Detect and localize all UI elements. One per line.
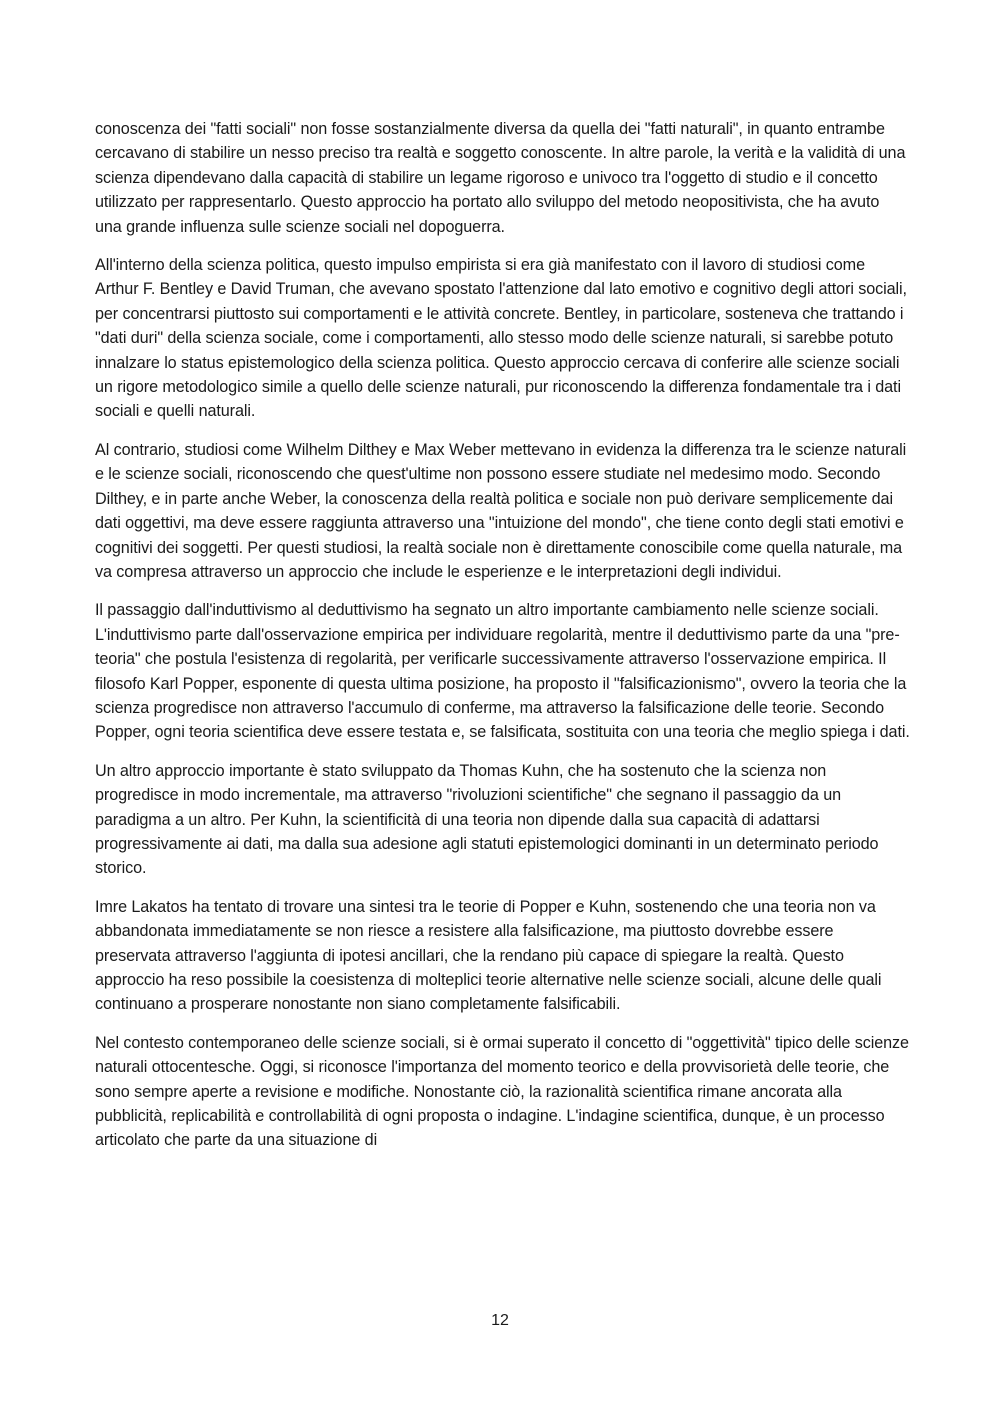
paragraph-4: Il passaggio dall'induttivismo al deduttivismo ha segnato un altro importante cambiamento nelle scienze sociali. L'induttivismo parte dall'osservazione empirica per individuare regolarità, mentre il deduttivismo parte da una "pre-teoria" che postula l'esistenza di regolarità, per verificarle successivamente attraverso l'osservazione empirica. Il filosofo Karl Popper, esponente di questa ultima posizione, ha proposto il "falsificazionismo", ovvero la teoria che la scienza progredisce non attraverso l'accumulo di conferme, ma attraverso la falsificazione delle teorie. Secondo Popper, ogni teoria scientifica deve essere testata e, se falsificata, sostituita con una teoria che meglio spiega i dati.	[95, 601, 910, 742]
page-body	[95, 117, 910, 1167]
paragraph-1: conoscenza dei "fatti sociali" non fosse sostanzialmente diversa da quella dei "fatti naturali", in quanto entrambe cercavano di stabilire un nesso preciso tra realtà e soggetto conoscente. In altre parole, la verità e la validità di una scienza dipendevano dalla capacità di stabilire un legame rigoroso e univoco tra l'oggetto di studio e il concetto utilizzato per rappresentarlo. Questo approccio ha portato allo sviluppo del metodo neopositivista, che ha avuto una grande influenza sulle scienze sociali nel dopoguerra.	[95, 120, 906, 236]
paragraph-3: Al contrario, studiosi come Wilhelm Dilthey e Max Weber mettevano in evidenza la differenza tra le scienze naturali e le scienze sociali, riconoscendo che quest'ultime non possono essere studiate nel medesimo modo. Secondo Dilthey, e in parte anche Weber, la conoscenza della realtà politica e sociale non può derivare semplicemente dai dati oggettivi, ma deve essere raggiunta attraverso una "intuizione del mondo", che tiene conto degli stati emotivi e cognitivi dei soggetti. Per questi studiosi, la realtà sociale non è direttamente conoscibile come quella naturale, ma va compresa attraverso un approccio che include le esperienze e le interpretazioni degli individui.	[95, 440, 907, 581]
paragraph-6: Imre Lakatos ha tentato di trovare una sintesi tra le teorie di Popper e Kuhn, sostenendo che una teoria non va abbandonata immediatamente se non riesce a resistere alla falsificazione, ma piuttosto dovrebbe essere preservata attraverso l'aggiunta di ipotesi ancillari, che la rendano più capace di spiegare la realtà. Questo approccio ha reso possibile la coesistenza di molteplici teorie alternative nelle scienze sociali, alcune delle quali continuano a prosperare nonostante non siano completamente falsificabili.	[95, 897, 882, 1014]
paragraph-2: All'interno della scienza politica, questo impulso empirista si era già manifestato con il lavoro di studiosi come Arthur F. Bentley e David Truman, che avevano spostato l'attenzione dal lato emotivo e cognitivo degli attori sociali, per concentrarsi piuttosto sui comportamenti e le attività concrete. Bentley, in particolare, sosteneva che trattando i "dati duri" della scienza sociale, come i comportamenti, allo stesso modo delle scienze naturali, si sarebbe potuto innalzare lo status epistemologico della scienza politica. Questo approccio cercava di conferire alle scienze sociali un rigore metodologico simile a quello delle scienze naturali, pur riconoscendo la differenza fondamentale tra i dati sociali e quelli naturali.	[95, 256, 907, 421]
paragraph-5: Un altro approccio importante è stato sviluppato da Thomas Kuhn, che ha sostenuto che la scienza non progredisce in modo incrementale, ma attraverso "rivoluzioni scientifiche" che segnano il passaggio da un paradigma a un altro. Per Kuhn, la scientificità di una teoria non dipende dalla sua capacità di adattarsi progressivamente ai dati, ma dalla sua adesione agli statuti epistemologici dominanti in un determinato periodo storico.	[95, 761, 879, 878]
paragraph-7: Nel contesto contemporaneo delle scienze sociali, si è ormai superato il concetto di "oggettività" tipico delle scienze naturali ottocentesche. Oggi, si riconosce l'importanza del momento teorico e della provvisorietà delle teorie, che sono sempre aperte a revisione e modifiche. Nonostante ciò, la razionalità scientifica rimane ancorata alla pubblicità, replicabilità e controllabilità di ogni proposta o indagine. L'indagine scientifica, dunque, è un processo articolato che parte da una situazione di	[95, 1033, 909, 1150]
page-number: 12	[491, 1312, 509, 1329]
